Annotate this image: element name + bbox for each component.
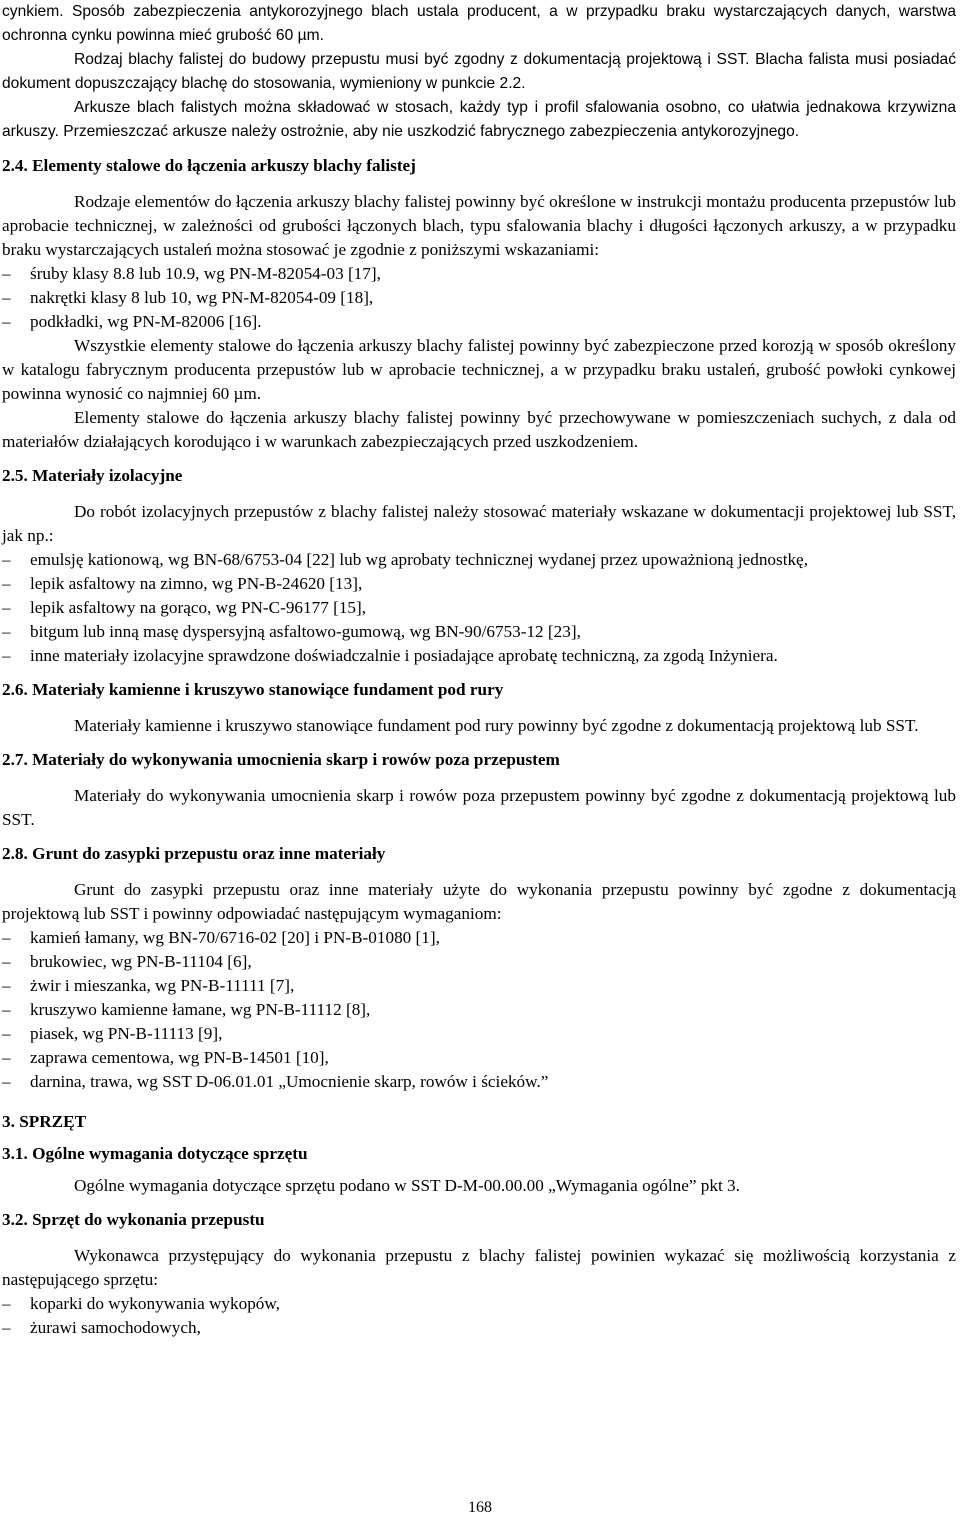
list-item: – żurawi samochodowych, (2, 1316, 956, 1340)
paragraph: Rodzaj blachy falistej do budowy przepustu musi być zgodny z dokumentacją projektową i SST. Blacha falista musi posiadać dokument dopuszczający blachę do stosowania, wymieniony w punkcie 2.2. (2, 51, 956, 92)
bullet-list (2, 548, 956, 668)
section-heading-2-5: 2.5. Materiały izolacyjne (2, 466, 183, 485)
list-item: – piasek, wg PN-B-11113 [9], (2, 1022, 956, 1046)
list-item: – zaprawa cementowa, wg PN-B-14501 [10], (2, 1046, 956, 1070)
bullet-list (2, 926, 956, 1094)
list-item: – bitgum lub inną masę dyspersyjną asfaltowo-gumową, wg BN-90/6753-12 [23], (2, 620, 956, 644)
list-item: – inne materiały izolacyjne sprawdzone doświadczalnie i posiadające aprobatę techniczną, za zgodą Inżyniera. (2, 644, 956, 668)
list-item: – podkładki, wg PN-M-82006 [16]. (2, 310, 956, 334)
bullet-list (2, 1292, 956, 1340)
list-item: – lepik asfaltowy na gorąco, wg PN-C-96177 [15], (2, 596, 956, 620)
list-item: – darnina, trawa, wg SST D-06.01.01 „Umocnienie skarp, rowów i ścieków.” (2, 1070, 956, 1094)
chapter-heading-3: 3. SPRZĘT (2, 1112, 87, 1131)
paragraph: Arkusze blach falistych można składować w stosach, każdy typ i profil sfalowania osobno, co ułatwia jednakowa krzywizna arkuszy. Przemieszczać arkusze należy ostrożnie, aby nie uszkodzić fabrycznego zabezpieczenia antykorozyjnego. (2, 99, 956, 140)
paragraph: Materiały kamienne i kruszywo stanowiące fundament pod rury powinny być zgodne z dokumentacją projektową lub SST. (74, 716, 919, 735)
paragraph: Ogólne wymagania dotyczące sprzętu podano w SST D-M-00.00.00 „Wymagania ogólne” pkt 3. (74, 1176, 740, 1195)
section-heading-3-2: 3.2. Sprzęt do wykonania przepustu (2, 1210, 265, 1229)
paragraph: Rodzaje elementów do łączenia arkuszy blachy falistej powinny być określone w instrukcji montażu producenta przepustów lub aprobacie technicznej, w zależności od grubości łączonych blach, typu sfalowania blachy i długości łączonych arkuszy, a w przypadku braku wystarczających ustaleń można stosować je zgodnie z poniższymi wskazaniami: (2, 192, 956, 259)
section-heading-2-4: 2.4. Elementy stalowe do łączenia arkuszy blachy falistej (2, 156, 416, 175)
list-item: – koparki do wykonywania wykopów, (2, 1292, 956, 1316)
section-heading-2-6: 2.6. Materiały kamienne i kruszywo stanowiące fundament pod rury (2, 680, 504, 699)
paragraph: Wykonawca przystępujący do wykonania przepustu z blachy falistej powinien wykazać się możliwością korzystania z następującego sprzętu: (2, 1246, 956, 1289)
bullet-list (2, 262, 956, 334)
section-heading-3-1: 3.1. Ogólne wymagania dotyczące sprzętu (2, 1144, 308, 1163)
paragraph: Wszystkie elementy stalowe do łączenia arkuszy blachy falistej powinny być zabezpieczone przed korozją w sposób określony w katalogu fabrycznym producenta przepustów lub w aprobacie technicznej, a w przypadku braku ustaleń, grubość powłoki cynkowej powinna wynosić co najmniej 60 µm. (2, 336, 956, 403)
list-item: – żwir i mieszanka, wg PN-B-11111 [7], (2, 974, 956, 998)
list-item: – lepik asfaltowy na zimno, wg PN-B-24620 [13], (2, 572, 956, 596)
list-item: – śruby klasy 8.8 lub 10.9, wg PN-M-82054-03 [17], (2, 262, 956, 286)
page-number: 168 (468, 1499, 492, 1516)
list-item: – nakrętki klasy 8 lub 10, wg PN-M-82054-09 [18], (2, 286, 956, 310)
section-heading-2-7: 2.7. Materiały do wykonywania umocnienia skarp i rowów poza przepustem (2, 750, 560, 769)
paragraph: Do robót izolacyjnych przepustów z blachy falistej należy stosować materiały wskazane w dokumentacji projektowej lub SST, jak np.: (2, 502, 956, 545)
paragraph: Materiały do wykonywania umocnienia skarp i rowów poza przepustem powinny być zgodne z dokumentacją projektową lub SST. (2, 786, 956, 829)
list-item: – emulsję kationową, wg BN-68/6753-04 [22] lub wg aprobaty technicznej wydanej przez upoważnioną jednostkę, (2, 548, 956, 572)
list-item: – kruszywo kamienne łamane, wg PN-B-11112 [8], (2, 998, 956, 1022)
document-body (2, 0, 956, 1340)
paragraph: Elementy stalowe do łączenia arkuszy blachy falistej powinny być przechowywane w pomieszczeniach suchych, z dala od materiałów działających korodująco i w warunkach zabezpieczających przed uszkodzeniem. (2, 408, 956, 451)
section-heading-2-8: 2.8. Grunt do zasypki przepustu oraz inne materiały (2, 844, 386, 863)
list-item: – kamień łamany, wg BN-70/6716-02 [20] i PN-B-01080 [1], (2, 926, 956, 950)
paragraph: Grunt do zasypki przepustu oraz inne materiały użyte do wykonania przepustu powinny być zgodne z dokumentacją projektową lub SST i powinny odpowiadać następującym wymaganiom: (2, 880, 956, 923)
list-item: – brukowiec, wg PN-B-11104 [6], (2, 950, 956, 974)
continuation-paragraph: cynkiem. Sposób zabezpieczenia antykorozyjnego blach ustala producent, a w przypadku braku wystarczających danych, warstwa ochronna cynku powinna mieć grubość 60 µm. (2, 3, 956, 44)
